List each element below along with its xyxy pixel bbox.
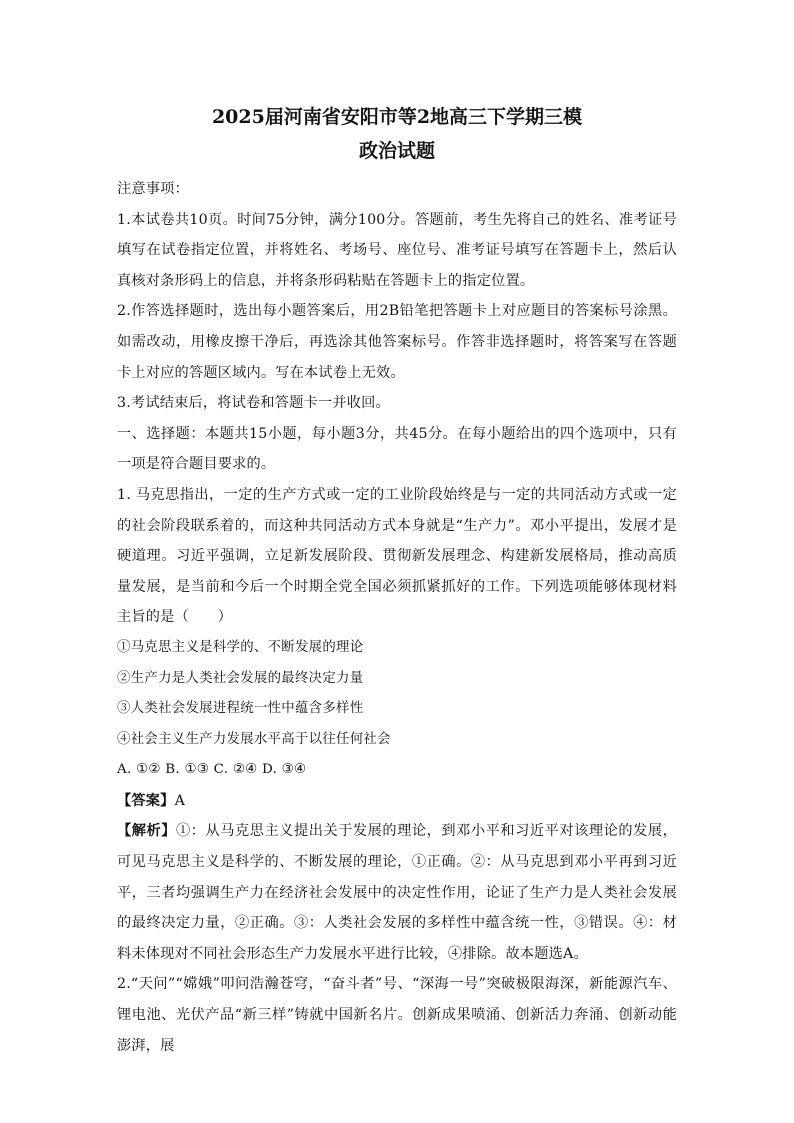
analysis-tag: 【解析】 [117,823,176,840]
notice-heading: 注意事项： [117,181,189,197]
notice-item: 2.作答选择题时，选出每小题答案后，用2B铅笔把答题卡上对应题目的答案标号涂黑。如需改动，用橡皮擦干净后，再选涂其他答案标号。作答非选择题时，将答案写在答题卡上对应的答题区域内。写在本试卷上无效。 [117,303,677,381]
section-intro: 一、选择题：本题共15小题，每小题3分，共45分。在每小题给出的四个选项中，只有一项是符合题目要求的。 [117,425,677,473]
question-1-statement: ③人类社会发展进程统一性中蕴含多样性 [117,701,364,717]
question-1-stem: 1. 马克思指出，一定的生产方式或一定的工业阶段始终是与一定的共同活动方式或一定的社会阶段联系着的，而这种共同活动方式本身就是“生产力”。邓小平提出，发展才是硬道理。习近平强调，立足新发展阶段、贯彻新发展理念、构建新发展格局，推动高质量发展，是当前和今后一个时期全党全国必须抓紧抓好的工作。下列选项能够体现材料主旨的是（ ） [117,486,677,626]
document-page [117,100,677,1061]
document-title: 2025届河南省安阳市等2地高三下学期三模 [211,106,583,128]
question-1-answer [117,786,677,817]
document-subtitle: 政治试题 [358,140,435,162]
notice-item: 3.考试结束后，将试卷和答题卡一并收回。 [117,395,390,412]
answer-value: A [174,792,186,809]
analysis-text: ①：从马克思主义提出关于发展的理论，到邓小平和习近平对该理论的发展，可见马克思主义是科学的、不断发展的理论，①正确。②：从马克思到邓小平再到习近平，三者均强调生产力在经济社会发展中的决定性作用，论证了生产力是人类社会发展的最终决定力量，②正确。③：人类社会发展的多样性中蕴含统一性，③错误。④：材料未体现对不同社会形态生产力发展水平进行比较，④排除。故本题选A。 [117,823,677,962]
question-1-analysis [117,816,677,969]
notice-item: 1.本试卷共10页。时间75分钟，满分100分。答题前，考生先将自己的姓名、准考证号填写在试卷指定位置，并将姓名、考场号、座位号、准考证号填写在答题卡上，然后认真核对条形码上的信息，并将条形码粘贴在答题卡上的指定位置。 [117,211,677,289]
question-1-choices: A. ①② B. ①③ C. ②④ D. ③④ [117,762,307,778]
question-1-statement: ②生产力是人类社会发展的最终决定力量 [117,670,364,686]
question-2-stem: 2.“天问”“嫦娥”叩问浩瀚苍穹，“奋斗者”号、“深海一号”突破极限海深，新能源汽车、锂电池、光伏产品“新三样”铸就中国新名片。创新成果喷涌、创新活力奔涌、创新动能澎湃，展 [117,976,677,1054]
answer-tag: 【答案】 [117,792,175,809]
question-1-statement: ④社会主义生产力发展水平高于以往任何社会 [117,731,391,747]
question-1-statement: ①马克思主义是科学的、不断发展的理论 [117,639,364,655]
